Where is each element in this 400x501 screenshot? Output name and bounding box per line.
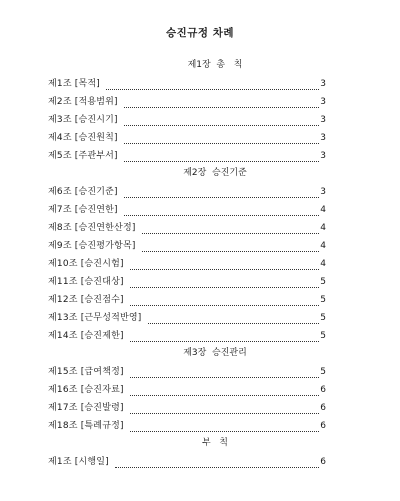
toc-entry-page-number: 3 — [320, 115, 326, 125]
chapter-heading: 제3장 승진관리 — [183, 348, 247, 358]
dot-leader — [142, 233, 320, 234]
toc-entry-label: 제18조 [특례규정] — [48, 421, 124, 431]
dot-leader — [130, 287, 320, 288]
toc-entry-label: 제11조 [승진대상] — [48, 277, 124, 287]
toc-entry-page-number: 6 — [320, 385, 326, 395]
toc-entry-label: 제5조 [주관부서] — [48, 151, 118, 161]
toc-entry[interactable] — [48, 237, 326, 255]
dot-leader — [124, 125, 319, 126]
toc-entry-label: 제3조 [승진시기] — [48, 115, 118, 125]
dot-leader — [124, 197, 319, 198]
dot-leader — [148, 323, 320, 324]
toc-entry-page-number: 3 — [320, 97, 326, 107]
toc-entry[interactable] — [48, 291, 326, 309]
dot-leader — [130, 377, 320, 378]
toc-entry-page-number: 6 — [320, 403, 326, 413]
toc-entry-page-number: 6 — [320, 457, 326, 467]
toc-entry-page-number: 5 — [320, 331, 326, 341]
dot-leader — [142, 251, 320, 252]
toc-entry[interactable] — [48, 417, 326, 435]
dot-leader — [130, 431, 320, 432]
dot-leader — [124, 215, 319, 216]
toc-entry[interactable] — [48, 111, 326, 129]
toc-entry-label: 제1조 [목적] — [48, 79, 100, 89]
dot-leader — [130, 395, 320, 396]
toc-entry-label: 제9조 [승진평가항목] — [48, 241, 136, 251]
toc-entry-label: 제12조 [승진점수] — [48, 295, 124, 305]
toc-entry-page-number: 5 — [320, 313, 326, 323]
toc-entry-page-number: 3 — [320, 133, 326, 143]
toc-entry-page-number: 4 — [320, 241, 326, 251]
toc-entry-label: 제1조 [시행일] — [48, 457, 109, 467]
toc-entry-page-number: 4 — [320, 223, 326, 233]
toc-entry[interactable] — [48, 273, 326, 291]
toc-entry-page-number: 5 — [320, 367, 326, 377]
toc-entry-label: 제17조 [승진발령] — [48, 403, 124, 413]
document-title: 승진규정 차례 — [165, 27, 234, 39]
toc-entry-page-number: 3 — [320, 187, 326, 197]
toc-entry-page-number: 5 — [320, 295, 326, 305]
toc-entry[interactable] — [48, 75, 326, 93]
toc-entry-label: 제14조 [승진제한] — [48, 331, 124, 341]
toc-entry-label: 제10조 [승진시험] — [48, 259, 124, 269]
toc-entry[interactable] — [48, 381, 326, 399]
toc-entry-label: 제6조 [승진기준] — [48, 187, 118, 197]
toc-entry[interactable] — [48, 363, 326, 381]
dot-leader — [124, 161, 319, 162]
toc-entry-page-number: 5 — [320, 277, 326, 287]
dot-leader — [130, 341, 320, 342]
toc-entry-label: 제13조 [근무성적반영] — [48, 313, 142, 323]
table-of-contents — [48, 57, 326, 471]
dot-leader — [130, 305, 320, 306]
toc-entry[interactable] — [48, 399, 326, 417]
toc-entry[interactable] — [48, 129, 326, 147]
dot-leader — [130, 413, 320, 414]
toc-entry-page-number: 4 — [320, 259, 326, 269]
chapter-heading: 제2장 승진기준 — [183, 168, 247, 178]
toc-entry[interactable] — [48, 309, 326, 327]
toc-entry[interactable] — [48, 327, 326, 345]
toc-entry-page-number: 3 — [320, 79, 326, 89]
dot-leader — [124, 107, 319, 108]
toc-entry-label: 제4조 [승진원칙] — [48, 133, 118, 143]
toc-entry-page-number: 4 — [320, 205, 326, 215]
dot-leader — [115, 467, 319, 468]
toc-entry-label: 제8조 [승진연한산정] — [48, 223, 136, 233]
toc-entry-label: 제15조 [급여책정] — [48, 367, 124, 377]
toc-entry-label: 제7조 [승진연한] — [48, 205, 118, 215]
dot-leader — [130, 269, 320, 270]
chapter-heading: 부 칙 — [202, 438, 228, 448]
toc-entry-page-number: 6 — [320, 421, 326, 431]
toc-entry[interactable] — [48, 255, 326, 273]
toc-entry[interactable] — [48, 219, 326, 237]
dot-leader — [124, 143, 319, 144]
toc-entry[interactable] — [48, 147, 326, 165]
toc-entry-label: 제16조 [승진자료] — [48, 385, 124, 395]
toc-entry-label: 제2조 [적용범위] — [48, 97, 118, 107]
toc-entry[interactable] — [48, 183, 326, 201]
toc-entry[interactable] — [48, 93, 326, 111]
chapter-heading: 제1장 총 칙 — [187, 60, 243, 70]
toc-entry[interactable] — [48, 201, 326, 219]
toc-entry[interactable] — [48, 453, 326, 471]
dot-leader — [106, 89, 319, 90]
toc-entry-page-number: 3 — [320, 151, 326, 161]
